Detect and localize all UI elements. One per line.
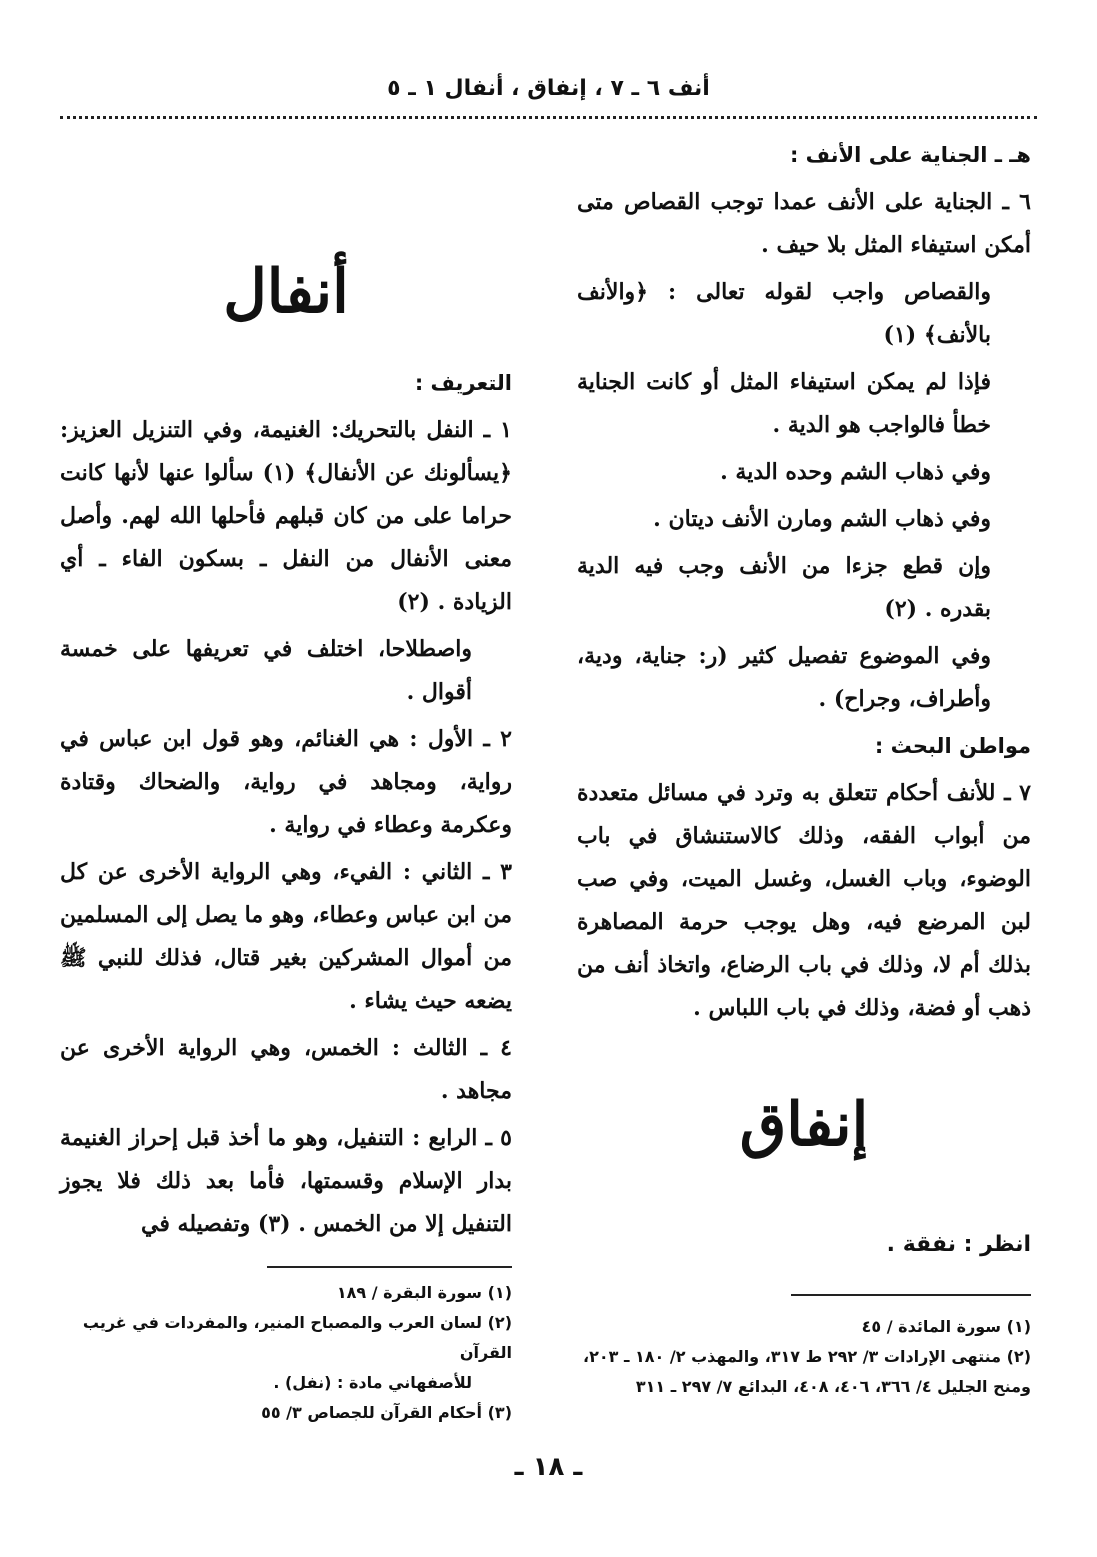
footnote-item: (٢) منتهى الإرادات ٣/ ٢٩٢ ط ٣١٧، والمهذب ٢/ ١٨٠ ـ ٢٠٣، ومنح الجليل ٤/ ٣٦٦، ٤٠٦، ٤٠٨، البدائع ٧/ ٢٩٧ ـ ٣١١ (583, 1347, 1031, 1396)
right-column (577, 134, 1031, 1034)
page-number: ـ ١٨ ـ (514, 1452, 583, 1482)
entry-title-anfal: أنفال (223, 257, 349, 327)
paragraph-3: ٣ ـ الثاني : الفيء، وهي الرواية الأخرى عن كل من ابن عباس وعطاء، وهو ما يصل إلى المسلمين من أموال المشركين بغير قتال، فذلك للنبي ﷺ يضعه حيث يشاء . (60, 859, 512, 1014)
section-subhead-places: مواطن البحث : (874, 734, 1031, 758)
header-dotted-rule (60, 116, 1037, 119)
footnote-item: (١) سورة البقرة / ١٨٩ (336, 1283, 512, 1302)
paragraph-6e: وفي ذهاب الشم ومارن الأنف ديتان . (653, 506, 991, 532)
cross-reference: انظر : نفقة . (886, 1232, 1031, 1257)
paragraph-6b: والقصاص واجب لقوله تعالى : ﴿والأنف بالأنف﴾ (١) (577, 279, 991, 348)
footnote-item: (٢) لسان العرب والمصباح المنير، والمفردات في غريب القرآن (82, 1313, 512, 1362)
paragraph-1: ١ ـ النفل بالتحريك: الغنيمة، وفي التنزيل العزيز: ﴿يسألونك عن الأنفال﴾ (١) سألوا عنها لأنها كانت حراما على من كان قبلهم فأحلها الله لهم. وأصل معنى الأنفال من النفل ـ بسكون الفاء ـ أي الزيادة . (٢) (60, 417, 512, 615)
footnote-item: للأصفهاني مادة : (نفل) . (273, 1373, 472, 1392)
left-column (60, 362, 512, 1250)
footnote-rule-left (267, 1266, 512, 1268)
paragraph-6f: وإن قطع جزءا من الأنف وجب فيه الدية بقدره . (٢) (577, 553, 991, 622)
footnote-rule-right (791, 1294, 1031, 1296)
paragraph-7: ٧ ـ للأنف أحكام تتعلق به وترد في مسائل متعددة من أبواب الفقه، وذلك كالاستنشاق في باب الوضوء، وباب الغسل، وغسل الميت، وفي صب لبن المرضع فيه، وهل يوجب حرمة المصاهرة بذلك أم لا، وذلك في باب الرضاع، واتخاذ أنف من ذهب أو فضة، وذلك في باب اللباس . (577, 780, 1031, 1021)
paragraph-1b: واصطلاحا، اختلف في تعريفها على خمسة أقوال . (60, 636, 472, 705)
paragraph-4: ٤ ـ الثالث : الخمس، وهي الرواية الأخرى عن مجاهد . (60, 1035, 512, 1104)
running-header: أنف ٦ ـ ٧ ، إنفاق ، أنفال ١ ـ ٥ (387, 76, 710, 101)
section-subhead-crime: هـ ـ الجناية على الأنف : (789, 143, 1031, 167)
entry-title-infaq: إنفاق (739, 1090, 869, 1160)
paragraph-6: ٦ ـ الجناية على الأنف عمدا توجب القصاص متى أمكن استيفاء المثل بلا حيف . (577, 189, 1031, 258)
paragraph-6g: وفي الموضوع تفصيل كثير (ر: جناية، ودية، وأطراف، وجراح) . (577, 643, 991, 712)
footnotes-right (577, 1312, 1031, 1402)
paragraph-6c: فإذا لم يمكن استيفاء المثل أو كانت الجناية خطأ فالواجب هو الدية . (577, 369, 991, 438)
paragraph-6d: وفي ذهاب الشم وحده الدية . (720, 459, 991, 485)
section-subhead-definition: التعريف : (414, 371, 512, 395)
paragraph-2: ٢ ـ الأول : هي الغنائم، وهو قول ابن عباس في رواية، ومجاهد في رواية، والضحاك وقتادة وعكرمة وعطاء في رواية . (60, 726, 512, 838)
paragraph-5: ٥ ـ الرابع : التنفيل، وهو ما أخذ قبل إحراز الغنيمة بدار الإسلام وقسمتها، فأما بعد ذلك فلا يجوز التنفيل إلا من الخمس . (٣) وتفصيله في (60, 1125, 512, 1237)
footnote-item: (٣) أحكام القرآن للجصاص ٣/ ٥٥ (261, 1403, 512, 1422)
footnote-item: (١) سورة المائدة / ٤٥ (861, 1317, 1031, 1336)
footnotes-left (60, 1278, 512, 1428)
